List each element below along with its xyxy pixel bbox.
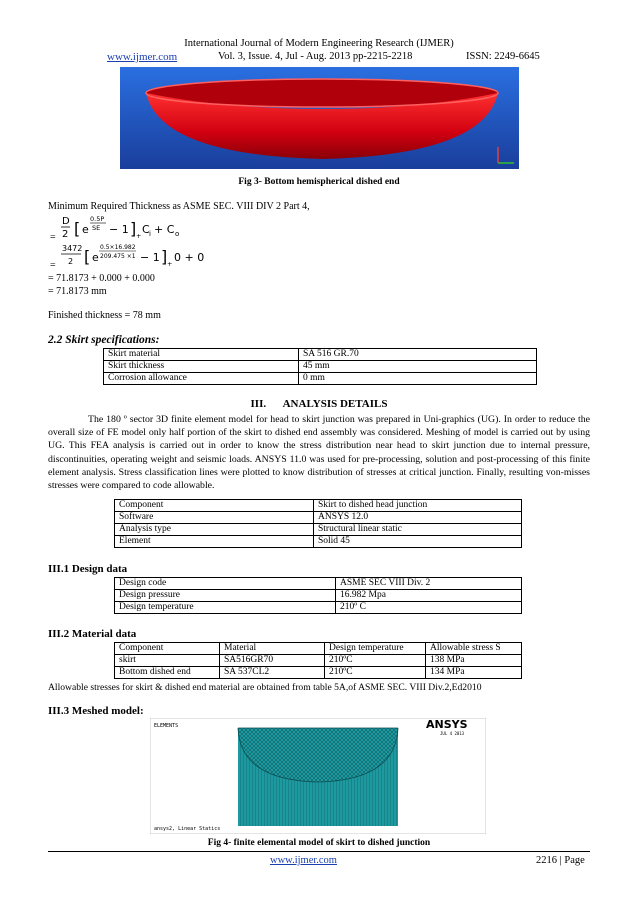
table-row — [115, 590, 522, 602]
table-cell: Material — [220, 643, 325, 655]
table-row — [115, 578, 522, 590]
svg-text:JUL 4 2013: JUL 4 2013 — [440, 731, 465, 736]
finished-thickness: Finished thickness = 78 mm — [48, 310, 161, 321]
table-row — [115, 500, 522, 512]
table-cell: 134 MPa — [426, 667, 522, 679]
table-cell: 45 mm — [299, 361, 537, 373]
table-row — [115, 512, 522, 524]
svg-text:ansys2, Linear Statics: ansys2, Linear Statics — [154, 826, 221, 832]
figure-3-caption: Fig 3- Bottom hemispherical dished end — [238, 177, 400, 187]
journal-title: International Journal of Modern Engineering Research (IJMER) — [184, 38, 454, 49]
table-cell: SA 516 GR.70 — [299, 349, 537, 361]
table-cell: 210º C — [336, 602, 522, 614]
table-cell: Bottom dished end — [115, 667, 220, 679]
svg-text:0 + 0: 0 + 0 — [174, 251, 205, 264]
footer-divider — [48, 851, 590, 852]
thickness-intro: Minimum Required Thickness as ASME SEC. VIII DIV 2 Part 4, — [48, 201, 310, 212]
svg-text:i: i — [149, 230, 151, 238]
table-row — [115, 524, 522, 536]
material-data-heading: III.2 Material data — [48, 628, 137, 640]
svg-text:SE: SE — [92, 224, 101, 232]
svg-text:C: C — [142, 223, 150, 236]
table-cell: Analysis type — [115, 524, 314, 536]
table-cell: SA516GR70 — [220, 655, 325, 667]
design-data-heading: III.1 Design data — [48, 563, 128, 575]
table-cell: SA 537CL2 — [220, 667, 325, 679]
table-cell: 0 mm — [299, 373, 537, 385]
table-cell: 16.982 Mpa — [336, 590, 522, 602]
table-cell: ASME SEC VIII Div. 2 — [336, 578, 522, 590]
table-cell: skirt — [115, 655, 220, 667]
table-cell: Solid 45 — [314, 536, 522, 548]
table-cell: ANSYS 12.0 — [314, 512, 522, 524]
svg-text:209.475 ×1: 209.475 ×1 — [100, 253, 136, 260]
table-cell: 210ºC — [325, 655, 426, 667]
analysis-table — [114, 499, 522, 548]
svg-text:+ C: + C — [154, 223, 175, 236]
svg-text:2: 2 — [68, 257, 74, 266]
table-cell: Component — [115, 500, 314, 512]
table-cell: Component — [115, 643, 220, 655]
table-row — [115, 667, 522, 679]
figure-3-image — [120, 67, 519, 169]
svg-text:0.5P: 0.5P — [90, 215, 105, 223]
table-row — [104, 373, 537, 385]
table-cell: Design pressure — [115, 590, 336, 602]
thickness-result-1: = 71.8173 + 0.000 + 0.000 — [48, 273, 155, 284]
table-row — [104, 361, 537, 373]
analysis-paragraph: The 180 º sector 3D finite element model for head to skirt junction was prepared in Uni-graphics (UG). In order to reduce the overall size of FE model only half portion of the skirt to dished end assembly was considered. Meshing of model is carried out by using UG. This FEA analysis is carried out in order to know the stress distribution near head to skirt junction due to internal pressure, discontinuities, operating weight and seismic loads. ANSYS 11.0 was used for pre-processing, solution and post-processing of this finite element analysis. Stress classification lines were plotted to know distribution of stresses at critical junction. Finally, resulting von-misses stresses were compared to code allowable. — [48, 414, 590, 492]
table-row — [115, 602, 522, 614]
table-cell: 210ºC — [325, 667, 426, 679]
table-cell: Skirt material — [104, 349, 299, 361]
table-cell: 138 MPa — [426, 655, 522, 667]
formula-1-eq: = — [50, 232, 56, 243]
table-row — [115, 536, 522, 548]
svg-text:2: 2 — [62, 229, 69, 240]
formula-2-eq: = — [50, 260, 56, 271]
table-cell: Structural linear static — [314, 524, 522, 536]
svg-text:]: ] — [130, 219, 137, 238]
thickness-formula — [48, 212, 308, 272]
skirt-spec-heading: 2.2 Skirt specifications: — [48, 334, 160, 346]
volume-info: Vol. 3, Issue. 4, Jul - Aug. 2013 pp-2215-2218 — [218, 51, 413, 62]
svg-text:e: e — [82, 223, 89, 236]
svg-text:e: e — [92, 251, 99, 264]
meshed-model-heading: III.3 Meshed model: — [48, 705, 144, 717]
table-cell: Design code — [115, 578, 336, 590]
section-heading: III. ANALYSIS DETAILS — [250, 398, 388, 410]
svg-text:0.5×16.982: 0.5×16.982 — [100, 244, 136, 251]
svg-text:D: D — [62, 216, 70, 227]
ansys-logo: ANSYS — [426, 718, 468, 731]
svg-text:o: o — [175, 230, 180, 238]
journal-url-link[interactable]: www.ijmer.com — [107, 51, 178, 63]
material-note: Allowable stresses for skirt & dished end material are obtained from table 5A,of ASME SEC. VIII Div.2,Ed2010 — [48, 682, 482, 693]
svg-text:ELEMENTS: ELEMENTS — [154, 723, 179, 729]
svg-text:− 1: − 1 — [109, 223, 129, 236]
svg-text:+: + — [167, 260, 173, 268]
issn: ISSN: 2249-6645 — [466, 51, 540, 62]
svg-text:− 1: − 1 — [140, 251, 160, 264]
figure-4-caption: Fig 4- finite elemental model of skirt to dished junction — [207, 838, 431, 848]
table-cell: Element — [115, 536, 314, 548]
design-data-table — [114, 577, 522, 614]
table-cell: Corrosion allowance — [104, 373, 299, 385]
figure-4-image — [150, 718, 486, 834]
svg-text:+: + — [136, 232, 142, 240]
svg-text:[: [ — [84, 247, 91, 266]
svg-text:[: [ — [74, 219, 81, 238]
svg-text:3472: 3472 — [62, 244, 83, 253]
table-cell: Design temperature — [115, 602, 336, 614]
table-cell: Skirt thickness — [104, 361, 299, 373]
table-cell: Design temperature — [325, 643, 426, 655]
table-row — [104, 349, 537, 361]
thickness-result-2: = 71.8173 mm — [48, 286, 107, 297]
skirt-spec-table — [103, 348, 537, 385]
material-data-table — [114, 642, 522, 679]
table-cell: Software — [115, 512, 314, 524]
table-header-row — [115, 643, 522, 655]
svg-text:]: ] — [161, 247, 168, 266]
table-cell: Allowable stress S — [426, 643, 522, 655]
footer-url-link[interactable]: www.ijmer.com — [270, 855, 337, 866]
table-cell: Skirt to dished head junction — [314, 500, 522, 512]
table-row — [115, 655, 522, 667]
page-number: 2216 | Page — [536, 855, 585, 866]
